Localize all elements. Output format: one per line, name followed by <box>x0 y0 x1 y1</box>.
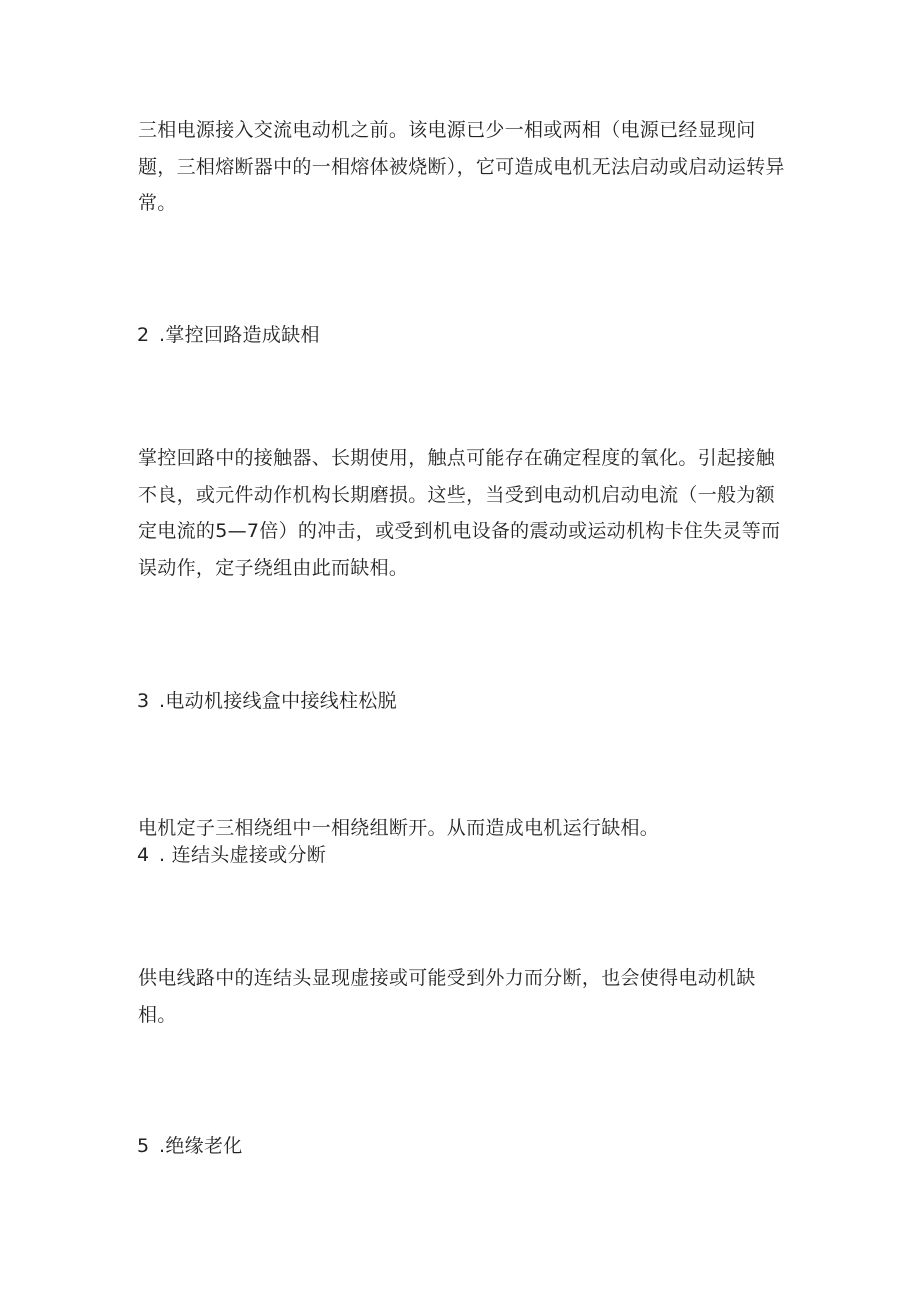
section-title: .绝缘老化 <box>159 1135 243 1157</box>
paragraph-connector-fault: 供电线路中的连结头显现虚接或可能受到外力而分断，也会使得电动机缺相。 <box>138 967 756 1026</box>
section-heading-4 <box>137 843 326 867</box>
section-title: . 连结头虚接或分断 <box>159 844 327 866</box>
section-number: 5 <box>137 1135 150 1157</box>
section-heading-5 <box>137 1134 243 1158</box>
paragraph-power-supply-missing-phase: 三相电源接入交流电动机之前。该电源已少一相或两相（电源已经显现问题，三相熔断器中的一相熔体被烧断），它可造成电机无法启动或启动运转异常。 <box>138 119 785 214</box>
section-number: 3 <box>137 690 150 712</box>
section-title: .掌控回路造成缺相 <box>159 324 320 346</box>
section-heading-2 <box>137 323 320 347</box>
paragraph-control-circuit: 掌控回路中的接触器、长期使用，触点可能存在确定程度的氧化。引起接触不良，或元件动作机构长期磨损。这些，当受到电动机启动电流（一般为额定电流的5—7倍）的冲击，或受到机电设备的震动或运动机构卡住失灵等而误动作，定子绕组由此而缺相。 <box>138 447 781 579</box>
section-number: 4 <box>137 844 150 866</box>
section-heading-3 <box>137 689 397 713</box>
paragraph-stator-winding: 电机定子三相绕组中一相绕组断开。从而造成电机运行缺相。 <box>138 817 660 839</box>
section-title: .电动机接线盒中接线柱松脱 <box>159 690 397 712</box>
section-number: 2 <box>137 324 150 346</box>
